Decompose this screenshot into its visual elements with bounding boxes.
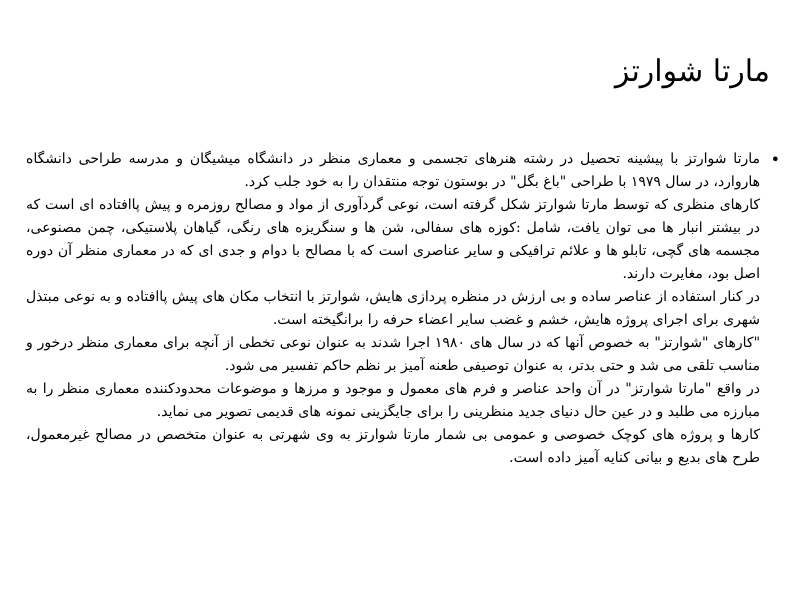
paragraph-materials: کارهای منظری که توسط مارتا شوارتز شکل گرفته است، نوعی گردآوری از مواد و مصالح روزمره و پیش پاافتاده ای است که در بیشتر انبار ها می توان یافت، شامل :کوزه های سفالی، شن ها و سنگریزه های رنگی، گیاهان پلاستیکی، چمن مصنوعی، مجسمه های گچی، تابلو ها و علائم ترافیکی و سایر عناصری است که با مصالح با دوام و جدی ای که در معماری منظر آن دوره اصل بود، مغایرت دارند. [26, 197, 760, 282]
paragraph-sites: در کنار استفاده از عناصر ساده و بی ارزش در منظره پردازی هایش، شوارتز با انتخاب مکان های پیش پاافتاده و به نوعی مبتذل شهری برای اجرای پروژه هایش، خشم و غضب سایر اعضاء حرفه را برانگیخته است. [26, 289, 760, 328]
slide-title: مارتا شوارتز [614, 54, 770, 89]
paragraph-challenge: در واقع "مارتا شوارتز" در آن واحد عناصر و فرم های معمول و موجود و مرزها و موضوعات محدودکننده معماری منظر را به مبارزه می طلبد و در عین حال دنیای جدید منظرینی را برای جایگزینی نمونه های قدیمی تصویر می نماید. [26, 381, 760, 420]
paragraph-1980s: "کارهای "شوارتز" به خصوص آنها که در سال های ۱۹۸۰ اجرا شدند به عنوان نوعی تخطی از آنچه برای معماری منظر درخور و مناسب تلقی می شد و حتی بدتر، به عنوان توصیفی طعنه آمیز بر نظم حاکم تفسیر می شود. [26, 335, 761, 374]
paragraph-intro: مارتا شوارتز با پیشینه تحصیل در رشته هنرهای تجسمی و معماری منظر در دانشگاه میشیگان و مدرسه طراحی دانشگاه هاروارد، در سال ۱۹۷۹ با طراحی "باغ بگل" در بوستون توجه منتقدان را به خود جلب کرد. [26, 151, 760, 190]
paragraph-reputation: کارها و پروژه های کوچک خصوصی و عمومی بی شمار مارتا شوارتز به وی شهرتی به عنوان متخصص در مصالح غیرمعمول، طرح های بدیع و بیانی کنایه آمیز داده است. [26, 427, 760, 466]
bullet-icon: • [770, 150, 780, 169]
bullet-body [26, 148, 780, 470]
